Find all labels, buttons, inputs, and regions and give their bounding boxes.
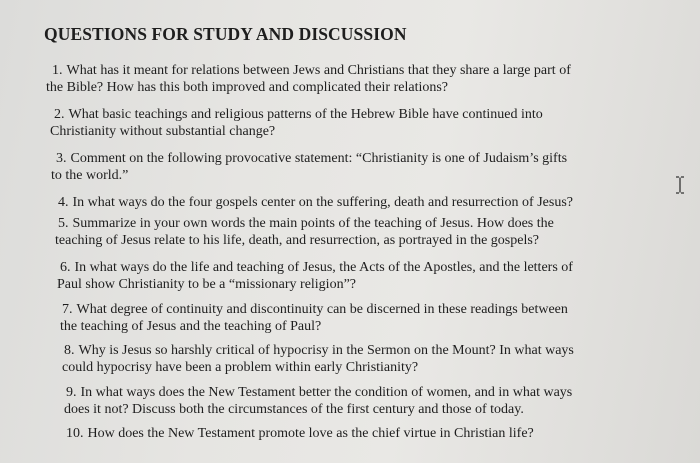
question-number: 7. (62, 302, 73, 317)
question-text-line1: In what ways do the life and teaching of Jesus, the Acts of the Apostles, and the letters of (74, 260, 573, 275)
question-5 (55, 215, 554, 249)
question-6 (57, 259, 573, 293)
question-text-line1: Comment on the following provocative statement: “Christianity is one of Judaism’s gifts (70, 151, 568, 166)
question-4 (58, 194, 573, 211)
question-text-line1: Summarize in your own words the main points of the teaching of Jesus. How does the (72, 216, 554, 231)
question-text-line1: What basic teachings and religious patterns of the Hebrew Bible have continued into (68, 107, 543, 122)
question-text-line1: What degree of continuity and discontinuity can be discerned in these readings between (76, 302, 568, 317)
question-text-line2: does it not? Discuss both the circumstances of the first century and those of today. (64, 402, 524, 417)
question-text-line2: to the world.” (51, 168, 129, 183)
question-number: 3. (56, 151, 67, 166)
question-text-line2: Christianity without substantial change? (50, 124, 276, 139)
question-text-line2: the teaching of Jesus and the teaching of Paul? (60, 319, 322, 334)
text-cursor-icon (675, 176, 685, 194)
question-number: 2. (54, 107, 65, 122)
question-9 (66, 384, 572, 418)
question-text-line2: teaching of Jesus relate to his life, death, and resurrection, as portrayed in the gospels? (55, 233, 540, 248)
question-2 (50, 106, 543, 140)
question-number: 5. (58, 216, 69, 231)
question-number: 8. (64, 343, 75, 358)
question-text-line1: In what ways does the New Testament better the condition of women, and in what ways (80, 385, 573, 400)
question-text-line1: What has it meant for relations between Jews and Christians that they share a large part of (66, 63, 571, 78)
question-number: 1. (52, 63, 63, 78)
question-8 (64, 342, 574, 376)
page-title: QUESTIONS FOR STUDY AND DISCUSSION (44, 24, 407, 44)
question-number: 9. (66, 385, 77, 400)
question-3 (51, 150, 568, 184)
question-text-line1: Why is Jesus so harshly critical of hypocrisy in the Sermon on the Mount? In what ways (78, 343, 574, 358)
question-number: 10. (66, 426, 84, 441)
question-text-line2: Paul show Christianity to be a “missionary religion”? (57, 277, 357, 292)
question-text-line2: the Bible? How has this both improved and complicated their relations? (46, 80, 449, 95)
question-7 (62, 301, 568, 335)
question-text-line1: How does the New Testament promote love as the chief virtue in Christian life? (87, 426, 534, 441)
question-number: 6. (60, 260, 71, 275)
question-text-line1: In what ways do the four gospels center on the suffering, death and resurrection of Jesus? (72, 195, 573, 210)
question-10 (66, 425, 534, 442)
question-text-line2: could hypocrisy have been a problem within early Christianity? (62, 360, 419, 375)
question-1 (46, 62, 571, 96)
question-number: 4. (58, 195, 69, 210)
